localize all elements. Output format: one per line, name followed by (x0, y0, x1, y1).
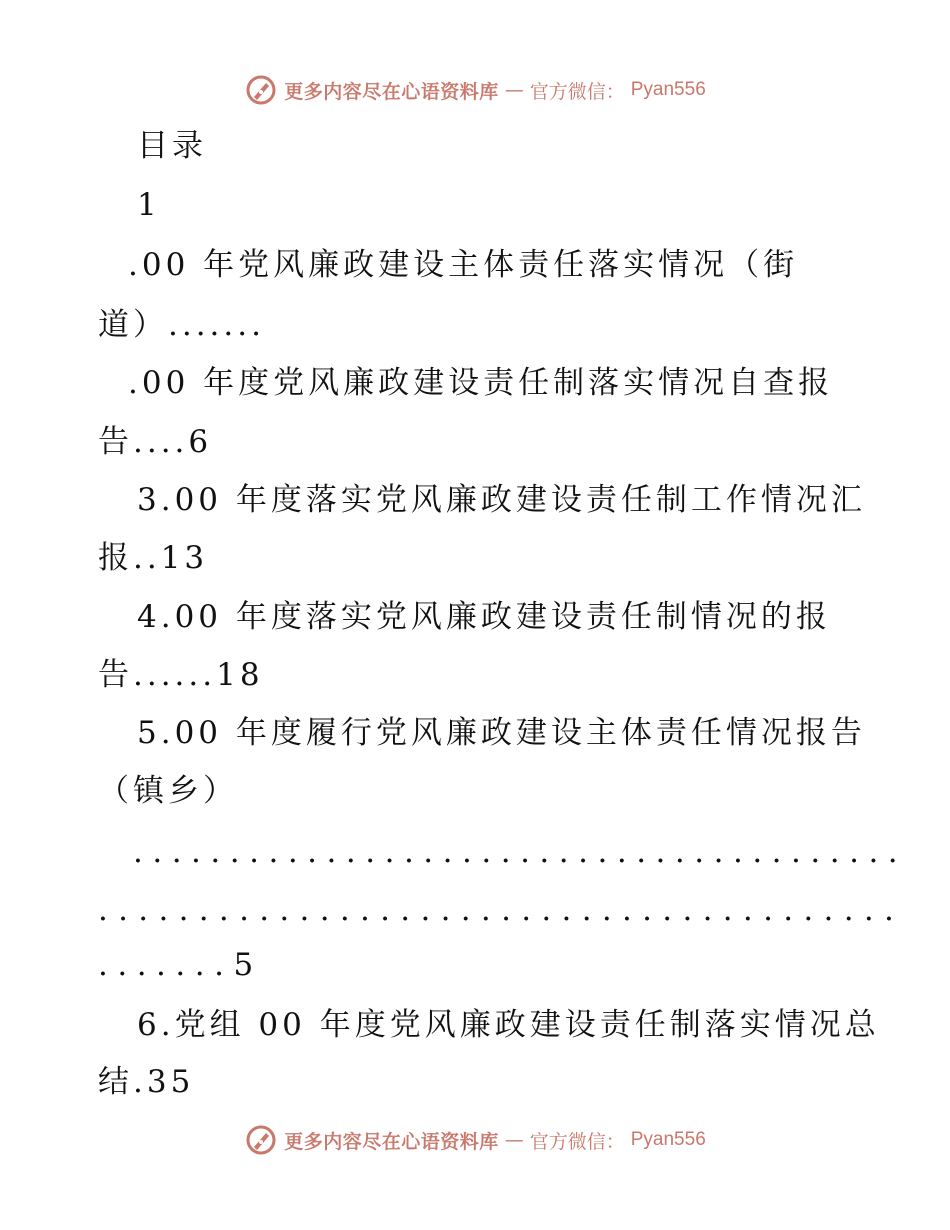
toc-entry-line: 报..13 (98, 540, 209, 576)
toc-entry-line: 结.35 (98, 1064, 195, 1100)
toc-entry-line: 3.00 年度落实党风廉政建设责任制工作情况汇 (137, 482, 866, 518)
toc-entry-line: .00 年度党风廉政建设责任制落实情况自查报 (128, 365, 834, 401)
watermark-dash: — (504, 1129, 524, 1151)
toc-entry-line: 5.00 年度履行党风廉政建设主体责任情况报告 (137, 715, 866, 751)
toc-dot-leader-page: .......5 (98, 947, 263, 983)
watermark-brand: 更多内容尽在心语资料库 (284, 80, 499, 103)
toc-entry-line: 道）....... (98, 307, 265, 343)
watermark-dash: — (504, 79, 524, 101)
toc-entry-line: 告....6 (98, 424, 213, 460)
toc-entry-line: .00 年党风廉政建设主体责任落实情况（街 (128, 247, 799, 283)
watermark-label: 官方微信： (529, 80, 625, 103)
watermark-id: Pyan556 (630, 79, 706, 100)
toc-heading: 目录 (137, 128, 207, 164)
toc-entry-line: 6.党组 00 年度党风廉政建设责任制落实情况总 (137, 1007, 880, 1043)
toc-entry-line: （镇乡） (98, 773, 238, 809)
pen-nib-circle-icon (244, 73, 278, 107)
watermark-id: Pyan556 (630, 1129, 706, 1150)
toc-dot-leader: ........................................ (133, 834, 908, 870)
watermark-brand: 更多内容尽在心语资料库 (284, 1130, 499, 1153)
toc-dot-leader: ........................................ (98, 892, 905, 928)
watermark-footer (0, 1120, 950, 1160)
toc-number: 1 (137, 187, 161, 223)
pen-nib-circle-icon (244, 1123, 278, 1157)
toc-entry-line: 告......18 (98, 657, 264, 693)
watermark-label: 官方微信： (529, 1130, 625, 1153)
watermark-header (0, 70, 950, 110)
toc-entry-line: 4.00 年度落实党风廉政建设责任制情况的报 (137, 599, 831, 635)
